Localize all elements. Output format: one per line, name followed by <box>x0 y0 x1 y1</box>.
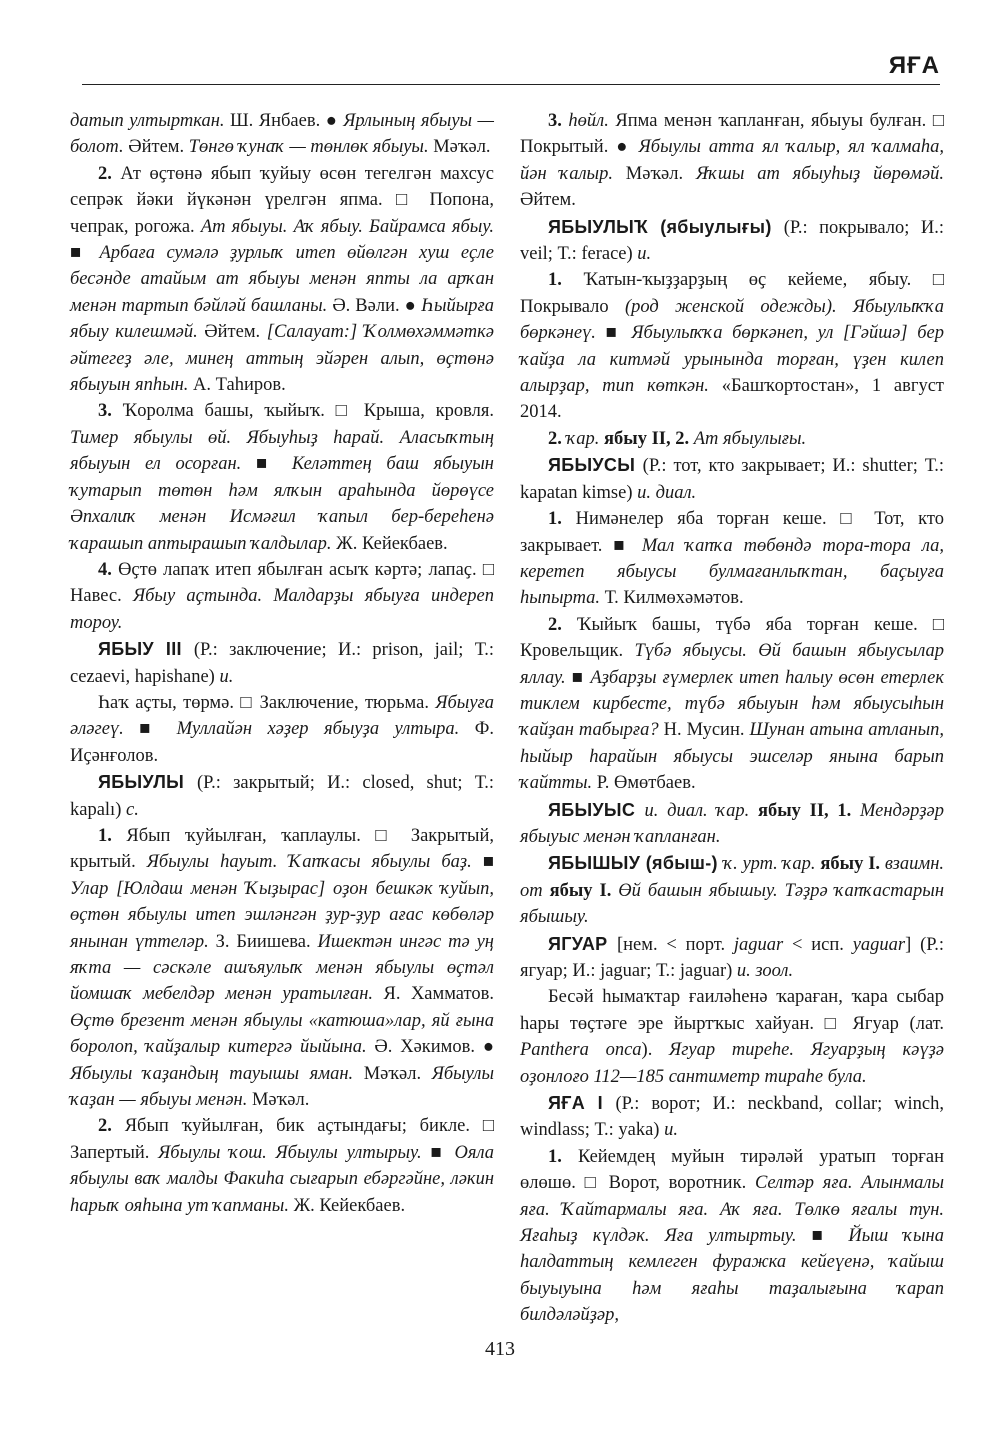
text-run: ҡар. <box>566 428 605 449</box>
text-run: Ябыулы ҡаҙандың тауышы яман. <box>70 1063 364 1084</box>
text-run: 3. <box>548 111 569 131</box>
text-run: Аҙбарҙы ғүмерлек итеп һалыу өсөн етерлек тиклем кирбесте, түбә ябыуын һәм ябыусыһын ҡайҙан табырға? <box>520 667 944 741</box>
text-run: 1. <box>548 509 576 530</box>
entry-paragraph <box>520 1090 944 1144</box>
text-run: Йыш ҡына һалдаттың кемлеген фуражка кейеүенә, ҡайыш быуыуына һәм яғаһы таҙалығына ҡарап билдәләйҙәр, <box>520 1226 944 1326</box>
text-run: 2. <box>548 614 577 635</box>
entry-paragraph <box>520 452 944 506</box>
entry-paragraph <box>520 214 944 268</box>
text-run: ■ <box>70 243 100 264</box>
text-run: Ж. Кейекбаев. <box>293 1195 406 1216</box>
entry-paragraph <box>520 426 944 452</box>
running-header <box>82 46 940 85</box>
text-run: Т. Килмөхәмәтов. <box>604 588 744 609</box>
text-run: ■ <box>482 852 494 873</box>
text-run: Төнгө ҡунаҡ — төнлөк ябыуы. <box>188 137 434 158</box>
text-run: (Р.: заключение; И.: prison, jail; Т.: cezaevi, hapishane) <box>70 640 494 687</box>
entry-paragraph <box>520 797 944 851</box>
text-run: 1. <box>548 1146 578 1167</box>
text-run: Ягуар тиреһе. Ягуарҙың кәүҙә оҙонлоғо 112—185 сантиметр тираһе була. <box>520 1040 944 1087</box>
text-run: Ҡыйыҡ башы, түбә яба торған кеше. □ Кровельщик. <box>520 614 945 662</box>
entry-paragraph <box>520 1144 944 1329</box>
running-head-word: ЯҒА <box>888 52 940 79</box>
text-run: ябыу I. <box>820 854 885 875</box>
text-run: ЯБЫУСЫ <box>548 455 643 476</box>
text-run: (Р.: тот, кто закрывает; И.: shutter; Т.: kapatan kimse) <box>520 456 944 503</box>
text-run: ЯҒА I <box>548 1093 616 1114</box>
text-run: взаимн. от <box>520 854 945 901</box>
text-run: ЯБЫШЫУ (ябыш-) <box>548 853 724 874</box>
text-run: 2. <box>548 428 567 449</box>
text-run: 2. <box>98 1116 125 1137</box>
text-run: jaguar <box>733 934 793 955</box>
text-run: ■ <box>571 667 591 688</box>
text-run: Ябыу аҫтында. Малдарҙы ябыуға индереп тороу. <box>70 586 494 633</box>
page-number: 413 <box>485 1338 515 1360</box>
entry-paragraph <box>520 984 944 1090</box>
text-run: Ябып ҡуйылған, ҡаплаулы. □ Закрытый, крытый. <box>70 825 495 873</box>
entry-paragraph <box>70 1113 494 1219</box>
text-run: Ә. Хәкимов. ● <box>374 1037 494 1058</box>
text-run: Ябыуға әләгеү. <box>70 692 494 740</box>
text-run: Мәҡәл. <box>433 137 491 158</box>
text-run: 3. <box>98 401 123 422</box>
text-run: ■ <box>811 1226 849 1247</box>
text-run: ■ <box>255 454 292 475</box>
text-run: и. диал. <box>637 482 697 503</box>
text-run: Мәҡәл. <box>251 1090 310 1111</box>
entry-paragraph <box>70 108 494 161</box>
text-run: (Р.: ворот; И.: neckband, collar; winch, windlass; Т.: yaka) <box>520 1094 944 1141</box>
text-run: Ә. Вәли. ● <box>332 295 422 316</box>
text-run: Panthera onca <box>520 1040 642 1061</box>
text-run: Ябыулыҡҡа бөркәнеп, ул [Гәйшә] бер ҡайҙа ла китмәй урынында торған, үҙен килеп алырҙар, тип көткән. <box>520 323 944 397</box>
text-run: и. зоол. <box>736 961 794 981</box>
text-run: (род женской одежды). Ябыулыҡҡа бөркәнеү. <box>520 296 945 344</box>
text-run: Селтәр яға. Алынмалы яға. Ҡайтармалы яға. Аҡ яға. Төлкө яғалы тун. Яғаһыҙ күлдәк. Яға ултыртыу. <box>520 1173 944 1247</box>
entry-paragraph <box>70 636 494 690</box>
text-run: ] (Р.: ягуар; И.: jaguar; Т.: jaguar) <box>520 934 944 981</box>
text-run: с. <box>126 799 139 820</box>
entry-paragraph <box>70 398 494 556</box>
text-run: Арбаға сумәлә ҙурлыҡ итеп өйөлгән хуш еҫле бесәнде атайым ат ябыуы менән япты ла арҡан менән тартып бәйләй башланы. <box>70 243 494 316</box>
entry-paragraph <box>520 931 944 985</box>
text-run: Ябыулы атта ял ҡалыр, ял ҡалмаһа, йән ҡалыр. <box>520 137 944 184</box>
text-run: Мендәрҙәр ябыуыс менән ҡапланған. <box>520 800 945 847</box>
entry-paragraph <box>520 612 944 797</box>
text-run: ябыу II, 2. <box>604 428 694 449</box>
text-run: Мал ҡапҡа төбөндә тора-тора ла, керетеп ябыусы булмағанлыҡтан, баҫыуға һыпырта. <box>520 535 944 609</box>
text-run: [нем. < порт. <box>616 934 734 955</box>
text-run: Ояла ябыулы ваҡ малды Факиһа сығарып ебәргәйне, ләкин һарыҡ ояһына ут ҡапманы. <box>70 1142 494 1216</box>
text-run: Ф. Иҫәнғолов. <box>70 719 494 766</box>
text-run: Кейемдең муйын тирәләй уратып торған өлөшө. □ Ворот, воротник. <box>520 1146 945 1194</box>
text-run: Ябыулы һауыт. Ҡапҡасы ябыулы баҙ. <box>146 852 483 873</box>
text-run: «Башҡортостан», 1 август 2014. <box>520 376 944 423</box>
text-run: ■ <box>430 1142 455 1163</box>
text-run: Ишектән ингәс тә уң яҡта — сәскәле ашъяулыҡ менән ябыулы өҫтәл йомшаҡ мебелдәр менән уратылған. <box>70 931 494 1005</box>
text-run: ■ <box>139 719 177 740</box>
text-run: Ш. Янбаев. ● <box>230 111 344 131</box>
text-run: и. <box>664 1120 678 1141</box>
text-run: Яҡшы ат ябыуһыҙ йөрөмәй. <box>695 163 944 184</box>
text-run: Ябыулы ҡош. Ябыулы ултырыу. <box>158 1142 431 1163</box>
text-run: 1. <box>98 825 127 846</box>
text-run: Түбә ябыусы. Өй башын ябыусылар яллау. <box>520 641 944 688</box>
text-run: ЯГУАР <box>548 933 617 954</box>
text-run: Әйтем. <box>128 137 189 158</box>
text-run: yaguar <box>852 934 906 955</box>
text-run: Тимер ябыулы өй. Ябыуһыҙ һарай. Аласыҡтың ябыуын ел осорған. <box>70 427 494 475</box>
text-run: Мәҡәл. <box>363 1063 432 1084</box>
text-run: Ярлының ябыуы — болот. <box>70 111 494 158</box>
text-run: Келәттең баш ябыуын ҡутарып төтөн һәм ялҡын араһында йөрөүсе Әпхалиҡ менән Исмәғил ҡапыл бер-береһенә ҡарашып аптырашып ҡалдылар. <box>70 454 494 554</box>
text-run: Әйтем. <box>204 322 267 343</box>
text-run: Ҡатын-ҡыҙҙарҙың өҫ кейеме, ябыу. □ Покрывало <box>520 270 944 317</box>
entry-paragraph <box>70 690 494 769</box>
text-run: Ябыулы ҡаҙан — ябыуы менән. <box>70 1063 494 1111</box>
text-run: и. диал. ҡар. <box>644 800 758 821</box>
text-run: Өй башын ябышыу. Тәҙрә ҡапҡастарын ябышыу. <box>520 880 944 928</box>
text-run: Нимәнелер яба торған кеше. □ Тот, кто закрывает. <box>520 509 944 556</box>
left-column <box>70 108 494 1219</box>
text-run: Бесәй һымаҡтар ғаиләһенә ҡараған, ҡара сыбар һары төҫтәге эре йыртҡыс хайуан. □ Ягуар (лат. <box>520 987 944 1034</box>
text-run: Н. Мусин. <box>663 720 750 741</box>
text-run: З. Биишева. <box>215 931 318 952</box>
text-run: ■ <box>605 323 632 344</box>
text-run: ). <box>641 1040 670 1061</box>
text-run: һөйл. <box>568 111 616 131</box>
text-run: Шунан атына атланып, һыйыр һарайын ябыусы эшселәр янына барып ҡайтты. <box>520 720 944 794</box>
text-run: Мәҡәл. <box>625 163 696 184</box>
entry-paragraph <box>70 823 494 1113</box>
right-column <box>520 108 944 1329</box>
text-run: ■ <box>613 535 642 556</box>
text-run: Ябып ҡуйылған, бик аҫтындағы; бикле. □ Запертый. <box>70 1116 494 1163</box>
text-run: и. <box>219 666 234 687</box>
text-run: Ат өҫтөнә ябып ҡуйыу өсөн тегелгән махсус сепрәк йәки йүкәнән үрелгән япма. □ Попона, чепрак, рогожа. <box>70 163 495 237</box>
text-run: [Салауат:] Ҡолмөхәммәткә әйтегеҙ әле, минең аттың эйәрен алып, өҫтөнә ябыуын япһын. <box>70 322 494 396</box>
text-run: ЯБЫУЛЫҠ (ябыулығы) <box>548 216 784 237</box>
entry-paragraph <box>70 769 494 823</box>
entry-paragraph <box>520 850 944 930</box>
text-run: Муллайән хәҙер ябыуҙа ултыра. <box>176 719 475 740</box>
text-run: Р. Өмөтбаев. <box>596 773 696 794</box>
text-run: Һыйырға ябыу килешмәй. <box>70 295 494 343</box>
text-run: ЯБЫУЫС <box>548 799 645 820</box>
text-run: Әйтем. <box>520 190 576 211</box>
text-run: Ж. Кейекбаев. <box>336 533 448 554</box>
entry-paragraph <box>70 161 494 399</box>
text-run: А. Таһиров. <box>193 375 286 396</box>
entry-paragraph <box>520 506 944 612</box>
text-run: 4. <box>98 559 119 580</box>
text-run: ябыу I. <box>549 880 619 901</box>
text-run: Һаҡ аҫты, төрмә. □ Заключение, тюрьма. <box>98 692 436 713</box>
entry-paragraph <box>70 557 494 636</box>
text-run: ҡ. урт. ҡар. <box>723 854 821 875</box>
text-run: 1. <box>548 270 584 291</box>
text-run: Өҫтө лапаҡ итеп ябылған асыҡ кәртә; лапаҫ. □ Навес. <box>70 559 494 607</box>
entry-paragraph <box>520 267 944 425</box>
text-run: (Р.: закрытый; И.: closed, shut; Т.: kapalı) <box>70 773 494 820</box>
text-run: Ҡоролма башы, ҡыйыҡ. □ Крыша, кровля. <box>122 401 495 422</box>
text-run: ЯБЫУЛЫ <box>98 772 197 793</box>
text-run: датып ултырткан. <box>70 111 230 131</box>
entry-paragraph <box>520 108 944 214</box>
text-run: Я. Хамматов. <box>383 984 494 1005</box>
text-run: ябыу II, 1. <box>757 800 860 821</box>
text-run: и. <box>637 244 652 265</box>
text-run: Улар [Юлдаш менән Ҡыҙырас] оҙон бешкәк ҡуйып, өҫтөн ябыулы итеп эшләнгән ҙур-ҙур ағас көбөләр янынан үттеләр. <box>70 878 494 952</box>
text-run: 2. <box>98 163 121 184</box>
text-run: ЯБЫУ III <box>98 639 194 660</box>
text-run: < исп. <box>792 934 853 955</box>
text-run: Өҫтө брезент менән ябыулы «катюша»лар, яй ғына боролоп, ҡайҙалыр китергә йыйына. <box>70 1010 494 1058</box>
text-run: Ат ябыулығы. <box>693 428 807 449</box>
text-run: Япма менән ҡапланған, ябыуы булған. □ Покрытый. ● <box>520 111 944 158</box>
text-run: (Р.: покрывало; И.: veil; Т.: ferace) <box>520 217 944 265</box>
text-run: Ат ябыуы. Аҡ ябыу. Байрамса ябыу. <box>200 216 494 237</box>
